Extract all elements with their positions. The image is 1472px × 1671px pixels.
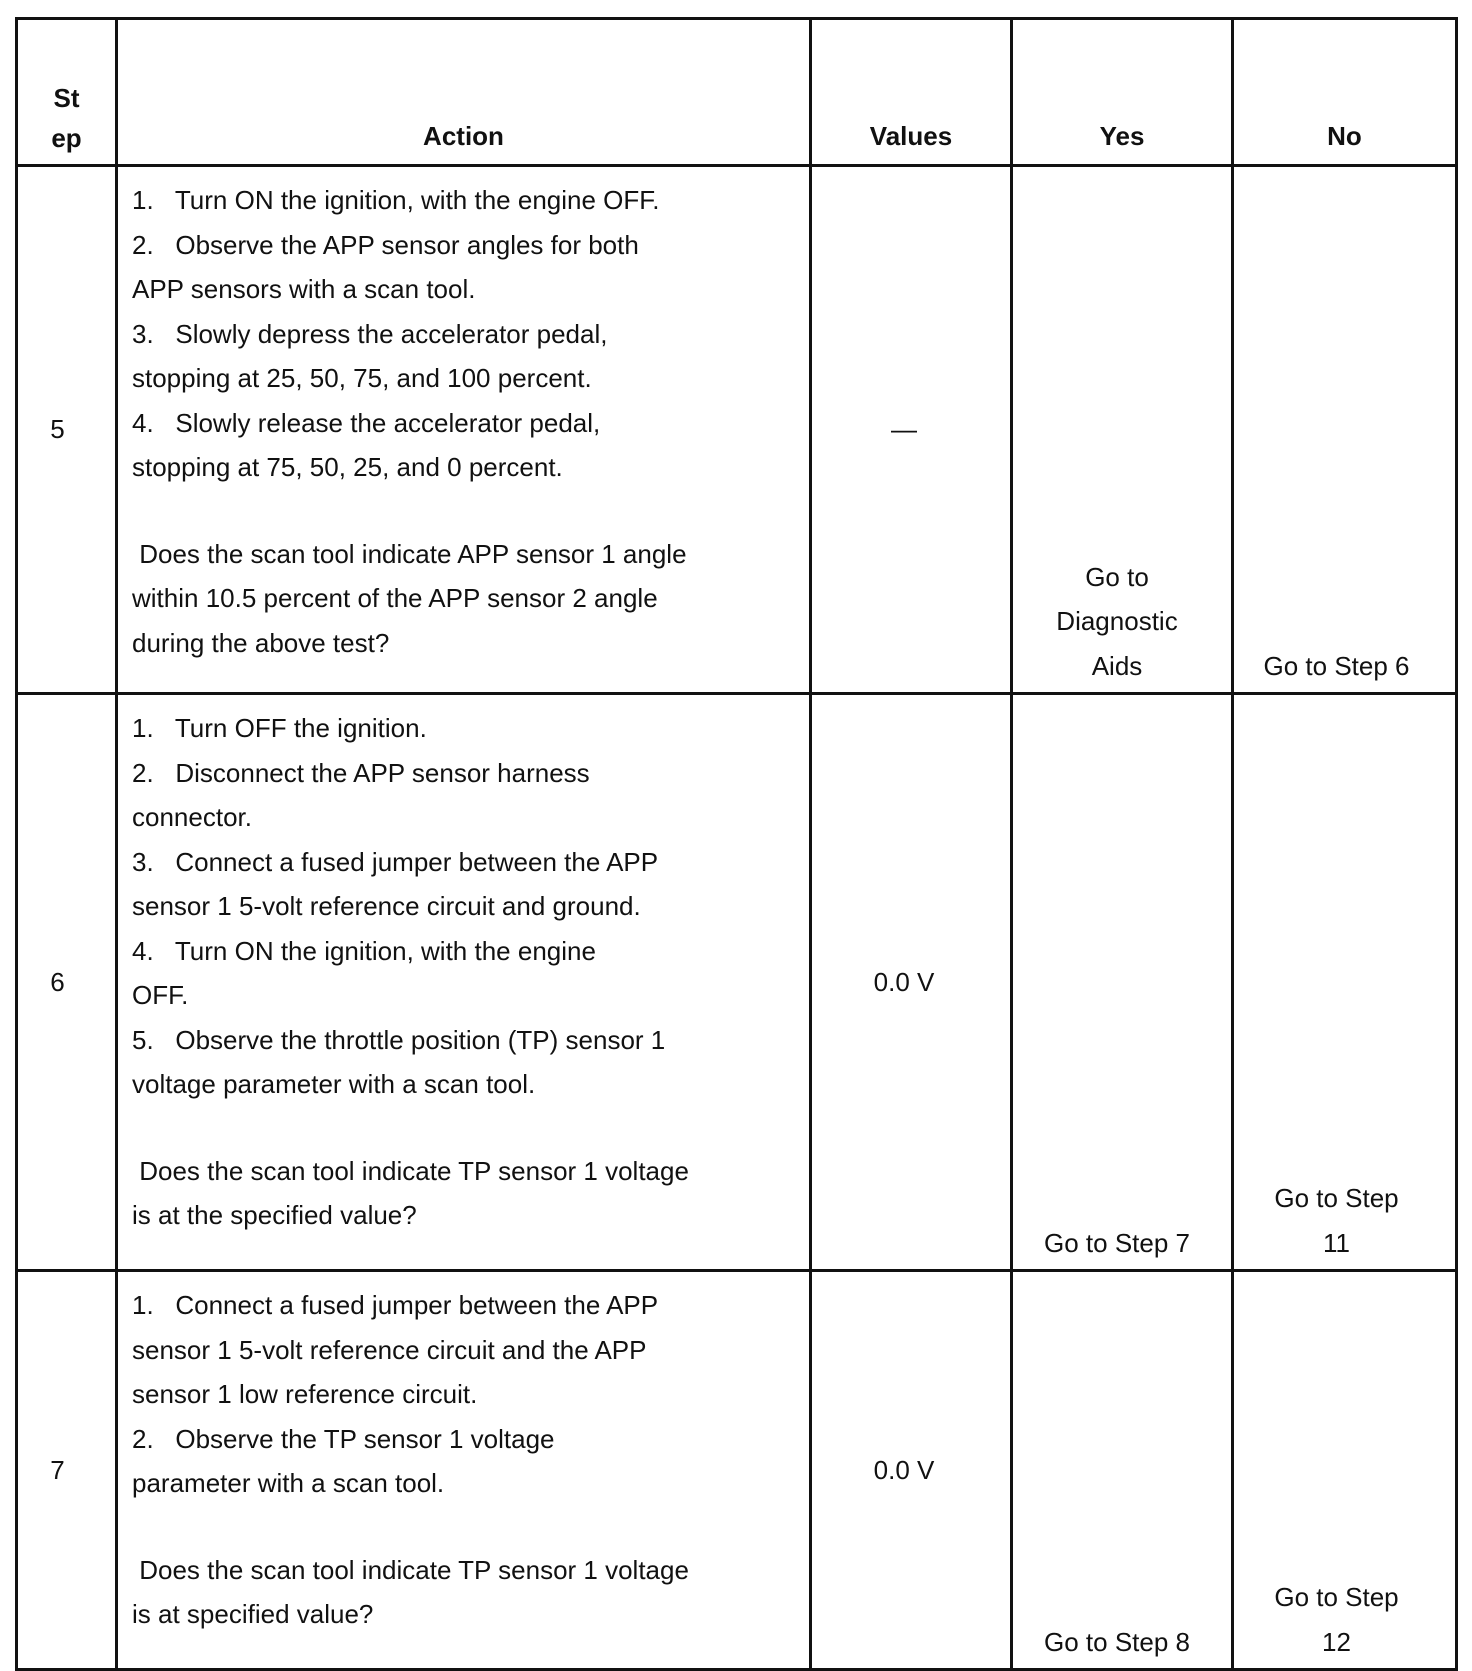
action-line: connector.	[132, 802, 252, 832]
no-link	[1264, 644, 1410, 689]
no-cell	[1233, 694, 1457, 1271]
no-link	[1274, 1176, 1398, 1265]
action-line: 1. Connect a fused jumper between the APP	[132, 1290, 659, 1320]
action-cell	[117, 166, 811, 694]
header-step-line2: ep	[51, 123, 82, 153]
step-number: 7	[17, 1271, 117, 1670]
no-line: 12	[1322, 1626, 1351, 1657]
header-action: Action	[117, 19, 811, 166]
no-line: Go to Step	[1274, 1582, 1399, 1612]
action-line: stopping at 25, 50, 75, and 100 percent.	[132, 363, 592, 393]
action-line: 1. Turn OFF the ignition.	[132, 713, 427, 743]
action-line: 4. Slowly release the accelerator pedal,	[132, 407, 601, 438]
table-row	[17, 166, 1457, 694]
yes-cell	[1012, 166, 1233, 694]
header-values: Values	[811, 19, 1012, 166]
yes-line: Go to Step 7	[1044, 1227, 1190, 1258]
action-spacer	[132, 1107, 799, 1149]
values-cell: 0.0 V	[811, 694, 1012, 1271]
action-line: 1. Turn ON the ignition, with the engine OFF.	[132, 185, 660, 215]
yes-line: Aids	[1091, 650, 1143, 681]
header-step-line1: St	[53, 83, 80, 113]
action-cell	[117, 1271, 811, 1670]
no-line: Go to Step	[1274, 1183, 1399, 1213]
question-line: within 10.5 percent of the APP sensor 2 angle	[132, 583, 658, 613]
question-line: Does the scan tool indicate APP sensor 1 angle	[132, 538, 687, 569]
yes-line: Go to Step 8	[1044, 1626, 1190, 1657]
no-line: 11	[1323, 1227, 1350, 1258]
question-line: is at specified value?	[132, 1599, 374, 1629]
action-line: 2. Disconnect the APP sensor harness	[132, 757, 590, 788]
step-number: 5	[17, 166, 117, 694]
yes-line: Go to	[1085, 561, 1149, 592]
header-row	[17, 19, 1457, 166]
no-cell	[1233, 1271, 1457, 1670]
question-line: Does the scan tool indicate TP sensor 1 voltage	[132, 1155, 689, 1186]
yes-link	[1044, 1620, 1190, 1665]
action-line: sensor 1 5-volt reference circuit and the APP	[132, 1334, 647, 1365]
action-spacer	[132, 1506, 799, 1548]
table-row	[17, 1271, 1457, 1670]
header-yes: Yes	[1012, 19, 1233, 166]
action-line: voltage parameter with a scan tool.	[132, 1069, 536, 1099]
values-cell: 0.0 V	[811, 1271, 1012, 1670]
action-line: 3. Slowly depress the accelerator pedal,	[132, 318, 608, 349]
action-line: sensor 1 5-volt reference circuit and ground.	[132, 891, 641, 921]
values-cell: —	[811, 166, 1012, 694]
action-line: OFF.	[132, 980, 189, 1010]
action-line: stopping at 75, 50, 25, and 0 percent.	[132, 452, 563, 482]
no-line: Go to Step 6	[1263, 650, 1410, 681]
question-line: during the above test?	[132, 627, 390, 658]
header-no: No	[1233, 19, 1457, 166]
question-line: Does the scan tool indicate TP sensor 1 voltage	[132, 1554, 689, 1585]
action-line: 3. Connect a fused jumper between the APP	[132, 846, 659, 877]
yes-cell	[1012, 694, 1233, 1271]
action-line: APP sensors with a scan tool.	[132, 274, 476, 304]
header-step	[17, 19, 117, 166]
yes-link	[1056, 555, 1177, 689]
action-cell	[117, 694, 811, 1271]
yes-link	[1044, 1221, 1190, 1266]
action-line: 5. Observe the throttle position (TP) sensor 1	[132, 1024, 666, 1055]
no-cell	[1233, 166, 1457, 694]
no-link	[1274, 1575, 1398, 1664]
yes-cell	[1012, 1271, 1233, 1670]
question-line: is at the specified value?	[132, 1200, 417, 1230]
yes-line: Diagnostic	[1056, 606, 1178, 636]
action-spacer	[132, 490, 799, 532]
action-line: 2. Observe the APP sensor angles for both	[132, 229, 639, 260]
action-line: sensor 1 low reference circuit.	[132, 1379, 478, 1409]
action-line: parameter with a scan tool.	[132, 1468, 445, 1498]
table-row	[17, 694, 1457, 1271]
step-number: 6	[17, 694, 117, 1271]
action-line: 4. Turn ON the ignition, with the engine	[132, 935, 596, 966]
action-line: 2. Observe the TP sensor 1 voltage	[132, 1423, 555, 1454]
diagnostic-table	[15, 17, 1458, 1671]
